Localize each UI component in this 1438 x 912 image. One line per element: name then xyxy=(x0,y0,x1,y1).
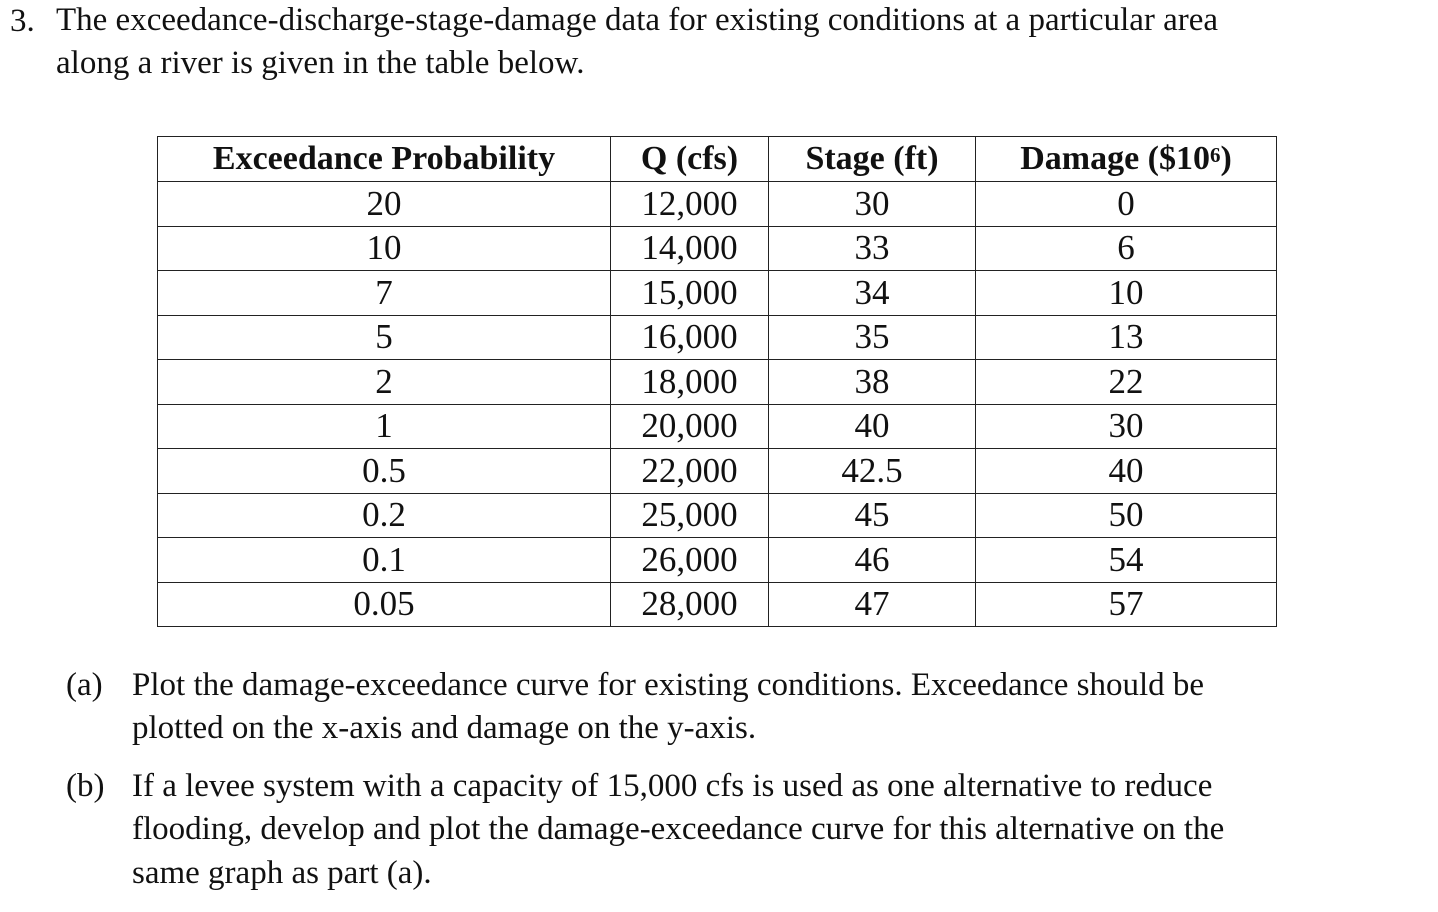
part-b-line-3: same graph as part (a). xyxy=(132,855,432,891)
cell-stage: 35 xyxy=(769,315,976,360)
part-b-label: (b) xyxy=(66,768,105,804)
part-b-line-1: If a levee system with a capacity of 15,000 cfs is used as one alternative to reduce xyxy=(132,768,1213,804)
cell-damage: 0 xyxy=(976,182,1277,227)
cell-damage: 57 xyxy=(976,582,1277,627)
cell-damage: 10 xyxy=(976,271,1277,316)
problem-line-2: along a river is given in the table below. xyxy=(56,45,585,81)
cell-exceedance: 0.05 xyxy=(158,582,611,627)
cell-damage: 30 xyxy=(976,404,1277,449)
cell-discharge: 14,000 xyxy=(611,226,769,271)
table-row xyxy=(158,315,1277,360)
cell-stage: 45 xyxy=(769,493,976,538)
cell-exceedance: 0.1 xyxy=(158,538,611,583)
table-row xyxy=(158,538,1277,583)
table-row xyxy=(158,404,1277,449)
cell-exceedance: 5 xyxy=(158,315,611,360)
cell-damage: 54 xyxy=(976,538,1277,583)
cell-stage: 42.5 xyxy=(769,449,976,494)
cell-exceedance: 1 xyxy=(158,404,611,449)
header-exceedance-probability: Exceedance Probability xyxy=(158,137,611,182)
problem-line-1: The exceedance-discharge-stage-damage data for existing conditions at a particular area xyxy=(56,2,1219,38)
problem-number: 3. xyxy=(10,3,35,39)
cell-discharge: 28,000 xyxy=(611,582,769,627)
part-a-line-1: Plot the damage-exceedance curve for existing conditions. Exceedance should be xyxy=(132,667,1205,703)
exceedance-data-table xyxy=(157,136,1277,627)
cell-exceedance: 0.2 xyxy=(158,493,611,538)
cell-stage: 34 xyxy=(769,271,976,316)
table-row xyxy=(158,449,1277,494)
cell-damage: 6 xyxy=(976,226,1277,271)
cell-discharge: 15,000 xyxy=(611,271,769,316)
cell-damage: 13 xyxy=(976,315,1277,360)
table-header-row xyxy=(158,137,1277,182)
cell-stage: 33 xyxy=(769,226,976,271)
cell-damage: 50 xyxy=(976,493,1277,538)
cell-stage: 47 xyxy=(769,582,976,627)
cell-exceedance: 2 xyxy=(158,360,611,405)
part-a-line-2: plotted on the x-axis and damage on the y-axis. xyxy=(132,710,757,746)
cell-discharge: 25,000 xyxy=(611,493,769,538)
table-row xyxy=(158,271,1277,316)
table-row xyxy=(158,182,1277,227)
part-a-label: (a) xyxy=(66,667,103,703)
table-body xyxy=(158,182,1277,627)
table-row xyxy=(158,582,1277,627)
cell-discharge: 22,000 xyxy=(611,449,769,494)
table-row xyxy=(158,360,1277,405)
cell-stage: 30 xyxy=(769,182,976,227)
cell-stage: 46 xyxy=(769,538,976,583)
header-stage: Stage (ft) xyxy=(769,137,976,182)
cell-exceedance: 0.5 xyxy=(158,449,611,494)
cell-discharge: 26,000 xyxy=(611,538,769,583)
cell-damage: 40 xyxy=(976,449,1277,494)
cell-discharge: 20,000 xyxy=(611,404,769,449)
cell-exceedance: 10 xyxy=(158,226,611,271)
header-damage: Damage $(\$10^6)$ xyxy=(976,137,1277,182)
cell-exceedance: 20 xyxy=(158,182,611,227)
cell-stage: 40 xyxy=(769,404,976,449)
table-row xyxy=(158,493,1277,538)
cell-damage: 22 xyxy=(976,360,1277,405)
header-discharge: Q (cfs) xyxy=(611,137,769,182)
cell-discharge: 12,000 xyxy=(611,182,769,227)
cell-discharge: 16,000 xyxy=(611,315,769,360)
cell-stage: 38 xyxy=(769,360,976,405)
cell-discharge: 18,000 xyxy=(611,360,769,405)
table-row xyxy=(158,226,1277,271)
cell-exceedance: 7 xyxy=(158,271,611,316)
part-b-line-2: flooding, develop and plot the damage-exceedance curve for this alternative on the xyxy=(132,811,1225,847)
